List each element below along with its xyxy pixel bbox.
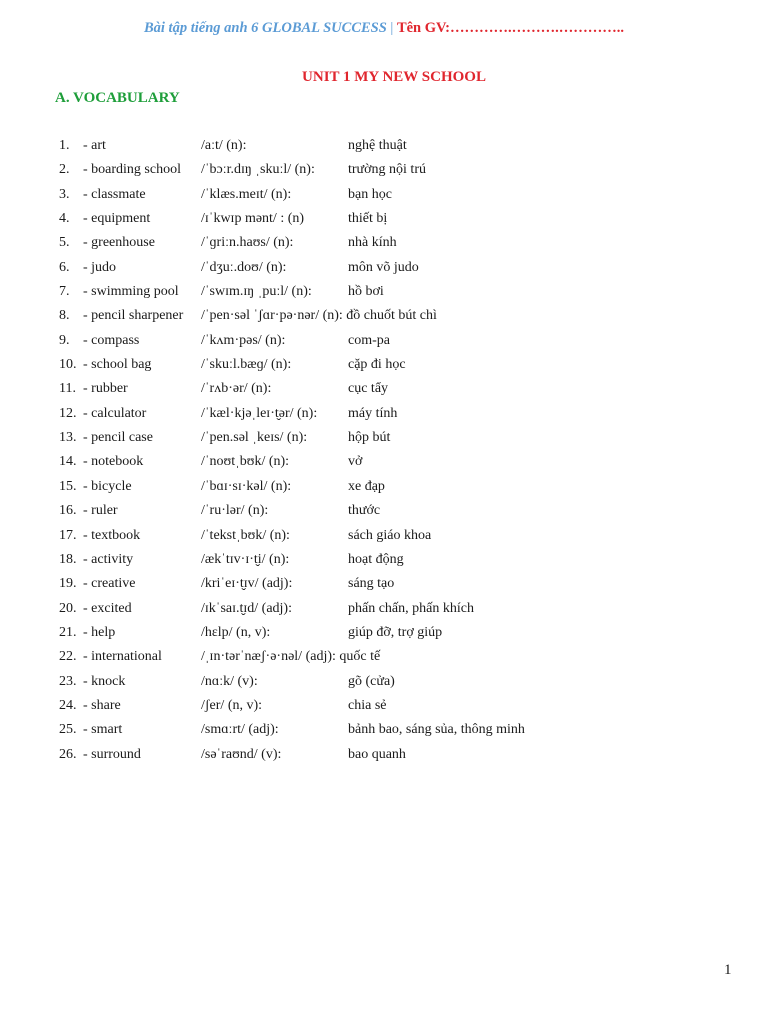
vocab-phonetic: /kriˈeɪ·t̬ɪv/ (adj): xyxy=(201,576,293,592)
vocab-word: - help xyxy=(83,624,116,640)
vocab-row xyxy=(0,574,768,598)
vocab-row xyxy=(0,306,768,330)
vocab-number: 15. xyxy=(59,478,77,494)
vocab-word: - surround xyxy=(83,746,141,762)
vocab-number: 26. xyxy=(59,746,77,762)
vocab-row xyxy=(0,452,768,476)
vocab-number: 7. xyxy=(59,284,70,300)
vocab-row xyxy=(0,282,768,306)
vocab-number: 8. xyxy=(59,308,70,324)
vocab-meaning: thiết bị xyxy=(348,211,388,227)
vocab-row xyxy=(0,258,768,282)
vocab-row xyxy=(0,428,768,452)
vocab-word: - rubber xyxy=(83,381,128,397)
vocab-number: 16. xyxy=(59,503,77,519)
vocab-word: - classmate xyxy=(83,186,146,202)
vocab-phonetic: /ˈbɑɪ·sɪ·kəl/ (n): xyxy=(201,478,292,494)
vocab-word: - international xyxy=(83,649,162,665)
vocab-phonetic: /ˈpen.səl ˌkeɪs/ (n): xyxy=(201,430,308,446)
vocab-row xyxy=(0,185,768,209)
vocab-meaning: phấn chấn, phấn khích xyxy=(348,600,474,616)
vocab-meaning: chia sẻ xyxy=(348,697,387,713)
vocab-row xyxy=(0,136,768,160)
vocab-row xyxy=(0,404,768,428)
vocab-word: - greenhouse xyxy=(83,235,155,251)
vocab-number: 17. xyxy=(59,527,77,543)
vocab-phonetic: /ˌɪn·tərˈnæʃ·ə·nəl/ (adj): quốc tế xyxy=(201,649,381,665)
vocab-phonetic: /ˈkæl·kjəˌleɪ·t̬ər/ (n): xyxy=(201,405,318,421)
vocab-phonetic: /ˈtekstˌbʊk/ (n): xyxy=(201,527,290,543)
vocab-phonetic: /hɛlp/ (n, v): xyxy=(201,624,271,640)
vocab-meaning: bao quanh xyxy=(348,746,406,762)
vocab-row xyxy=(0,647,768,671)
vocab-word: - knock xyxy=(83,673,126,689)
vocab-word: - swimming pool xyxy=(83,284,179,300)
vocab-number: 23. xyxy=(59,673,77,689)
vocab-number: 9. xyxy=(59,332,70,348)
vocab-phonetic: /ˈdʒuː.doʊ/ (n): xyxy=(201,259,287,275)
vocab-meaning: vở xyxy=(348,454,363,470)
vocab-number: 14. xyxy=(59,454,77,470)
vocab-row xyxy=(0,526,768,550)
book-title: Bài tập tiếng anh 6 GLOBAL SUCCESS xyxy=(143,20,387,36)
vocab-phonetic: /ɪˈkwɪp mənt/ : (n) xyxy=(201,211,305,227)
vocab-phonetic: /ʃer/ (n, v): xyxy=(201,697,263,713)
vocab-word: - creative xyxy=(83,576,136,592)
vocab-phonetic: /ˈskuːl.bæɡ/ (n): xyxy=(201,357,292,373)
vocab-phonetic: /ˈbɔːr.dɪŋ ˌskuːl/ (n): xyxy=(201,162,315,178)
vocab-phonetic: /ɪkˈsaɪ.t̬ɪd/ (adj): xyxy=(201,600,292,616)
vocab-word: - activity xyxy=(83,551,134,567)
vocab-meaning: giúp đỡ, trợ giúp xyxy=(348,624,443,640)
vocab-number: 22. xyxy=(59,649,77,665)
vocab-row xyxy=(0,331,768,355)
vocab-number: 5. xyxy=(59,235,70,251)
vocab-phonetic: /ˈru·lər/ (n): xyxy=(201,503,269,519)
section-title: A. VOCABULARY xyxy=(55,90,180,106)
vocab-row xyxy=(0,355,768,379)
vocab-meaning: bảnh bao, sáng sủa, thông minh xyxy=(348,722,525,738)
vocab-number: 12. xyxy=(59,405,77,421)
vocab-row xyxy=(0,379,768,403)
vocab-row xyxy=(0,233,768,257)
vocab-word: - judo xyxy=(83,259,117,275)
vocab-number: 6. xyxy=(59,259,70,275)
vocab-phonetic: /ˈrʌb·ər/ (n): xyxy=(201,381,272,397)
vocab-row xyxy=(0,672,768,696)
vocab-row xyxy=(0,209,768,233)
vocab-number: 18. xyxy=(59,551,77,567)
vocab-row xyxy=(0,623,768,647)
vocab-word: - pencil sharpener xyxy=(83,308,184,324)
vocab-row xyxy=(0,477,768,501)
vocab-phonetic: /ˈswɪm.ɪŋ ˌpuːl/ (n): xyxy=(201,284,312,300)
vocab-word: - smart xyxy=(83,722,123,738)
vocab-phonetic: /ˈɡriːn.haʊs/ (n): xyxy=(201,235,294,251)
header-separator: | xyxy=(386,20,397,36)
vocab-meaning: sáng tạo xyxy=(348,576,395,592)
vocab-phonetic: /ˈpen·səl ˈʃɑr·pə·nər/ (n): đồ chuốt bút chì xyxy=(201,308,437,324)
vocab-word: - boarding school xyxy=(83,162,181,178)
vocab-phonetic: /nɑːk/ (v): xyxy=(201,673,258,689)
vocab-meaning: nghệ thuật xyxy=(348,138,407,153)
vocab-word: - share xyxy=(83,697,121,713)
vocab-number: 3. xyxy=(59,186,70,202)
vocab-number: 20. xyxy=(59,600,77,616)
vocab-number: 2. xyxy=(59,162,70,178)
vocab-word: - compass xyxy=(83,332,140,348)
vocab-meaning: hộp bút xyxy=(348,430,391,446)
vocab-number: 24. xyxy=(59,697,77,713)
vocab-meaning: thước xyxy=(348,503,381,519)
vocab-phonetic: /smɑːrt/ (adj): xyxy=(201,722,279,738)
vocab-meaning: com-pa xyxy=(348,332,390,348)
vocab-meaning: xe đạp xyxy=(348,478,385,494)
vocab-number: 11. xyxy=(59,381,76,397)
vocab-meaning: gõ (cửa) xyxy=(348,673,395,689)
vocab-word: - pencil case xyxy=(83,430,153,446)
vocab-number: 19. xyxy=(59,576,77,592)
vocab-meaning: hồ bơi xyxy=(348,284,384,300)
vocab-meaning: sách giáo khoa xyxy=(348,527,432,543)
vocab-number: 13. xyxy=(59,430,77,446)
vocab-row xyxy=(0,696,768,720)
vocab-phonetic: /ˈnoʊtˌbʊk/ (n): xyxy=(201,454,290,470)
vocab-meaning: máy tính xyxy=(348,405,398,421)
vocab-row xyxy=(0,720,768,744)
vocabulary-list xyxy=(0,136,768,769)
vocab-phonetic: /ˈklæs.meɪt/ (n): xyxy=(201,186,292,202)
page-number: 1 xyxy=(724,962,732,978)
vocab-meaning: môn võ judo xyxy=(348,259,419,275)
vocab-meaning: nhà kính xyxy=(348,235,397,251)
vocab-word: - textbook xyxy=(83,527,141,543)
vocab-word: - excited xyxy=(83,600,132,616)
teacher-name-field: Tên GV:………….……….………….. xyxy=(396,20,624,36)
vocab-row xyxy=(0,550,768,574)
vocab-number: 21. xyxy=(59,624,77,640)
vocab-phonetic: /ækˈtɪv·ɪ·t̬i/ (n): xyxy=(201,551,290,567)
vocab-row xyxy=(0,599,768,623)
vocab-word: - school bag xyxy=(83,357,152,373)
vocab-row xyxy=(0,160,768,184)
vocab-word: - equipment xyxy=(83,211,151,227)
vocab-phonetic: /səˈraʊnd/ (v): xyxy=(201,746,282,762)
vocab-word: - bicycle xyxy=(83,478,132,494)
vocab-meaning: hoạt động xyxy=(348,551,404,567)
vocab-word: - ruler xyxy=(83,503,118,519)
vocab-number: 25. xyxy=(59,722,77,738)
vocab-word: - art xyxy=(83,138,106,153)
vocab-phonetic: /aːt/ (n): xyxy=(201,138,247,153)
vocab-word: - calculator xyxy=(83,405,147,421)
vocab-number: 10. xyxy=(59,357,77,373)
unit-title: UNIT 1 MY NEW SCHOOL xyxy=(302,69,486,85)
vocab-phonetic: /ˈkʌm·pəs/ (n): xyxy=(201,332,286,348)
vocab-meaning: cặp đi học xyxy=(348,357,406,373)
vocab-meaning: trường nội trú xyxy=(348,162,426,178)
page-header xyxy=(0,20,768,37)
vocab-word: - notebook xyxy=(83,454,144,470)
vocab-row xyxy=(0,745,768,769)
vocab-meaning: bạn học xyxy=(348,186,392,202)
vocab-meaning: cục tẩy xyxy=(348,381,389,397)
vocab-number: 1. xyxy=(59,138,70,153)
vocab-row xyxy=(0,501,768,525)
vocab-number: 4. xyxy=(59,211,70,227)
